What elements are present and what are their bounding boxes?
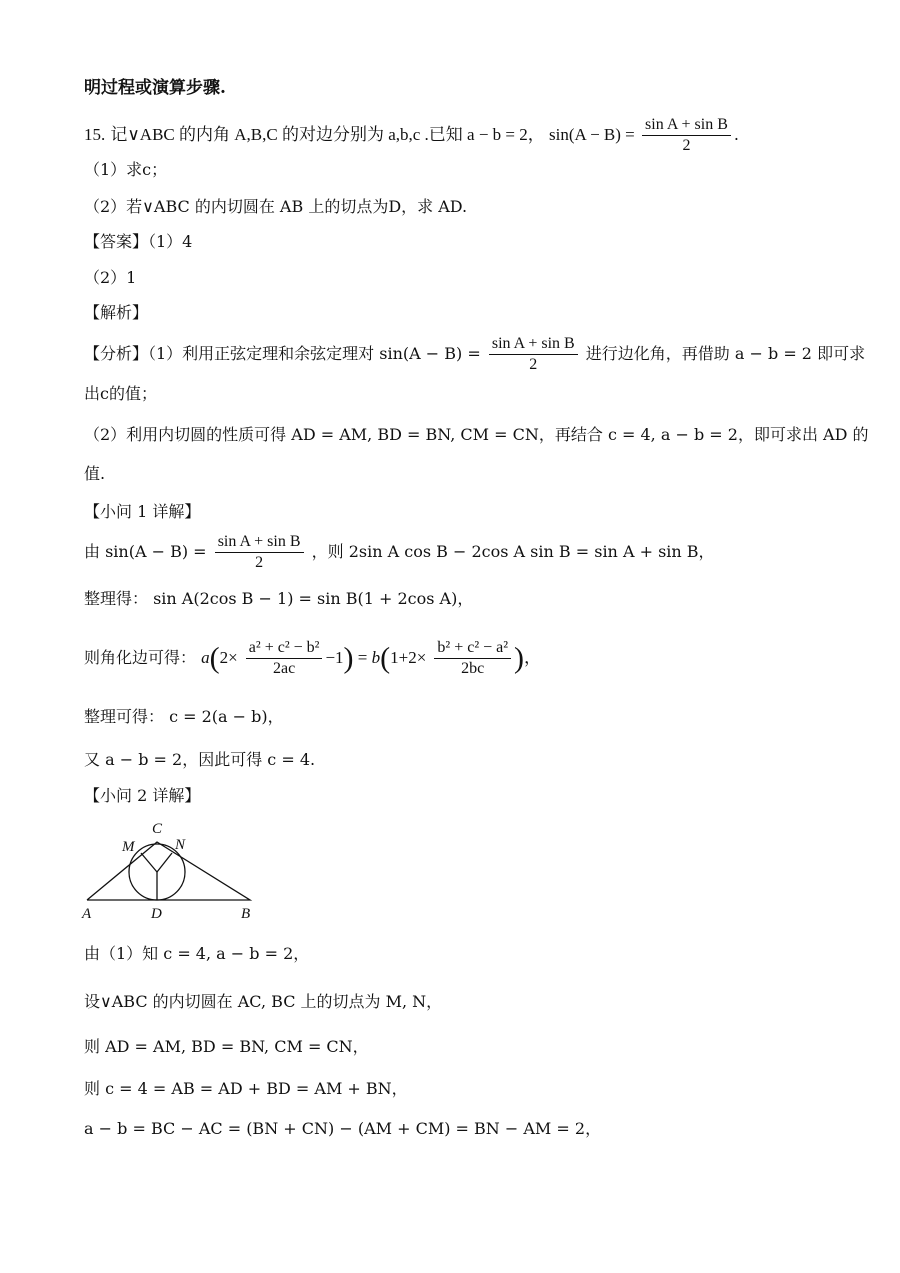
sub1-step1-prefix: 由 sin(A − B) = bbox=[84, 542, 212, 561]
fraction-denominator: 2 bbox=[255, 554, 264, 571]
analysis-label: 【解析】 bbox=[84, 303, 149, 322]
question-2: （2）若∨ABC 的内切圆在 AB 上的切点为D，求 AD. bbox=[84, 197, 468, 216]
radius-lines bbox=[141, 853, 172, 900]
problem-stem-text: 记∨ABC 的内角 A,B,C 的对边分别为 a,b,c .已知 a − b = 2， sin(A − B) = bbox=[110, 125, 640, 144]
sub1-step2: 整理得： sin A(2cos B − 1) = sin B(1 + 2cos A)， bbox=[84, 589, 474, 608]
fraction-denominator: 2ac bbox=[273, 660, 296, 677]
sub1-heading: 【小问 1 详解】 bbox=[84, 502, 201, 521]
analysis-line1-suffix: 进行边化角，再借助 a − b = 2 即可求 bbox=[585, 344, 866, 363]
sub1-step1-suffix: ，则 2sin A cos B − 2cos A sin B = sin A + sin B， bbox=[311, 542, 715, 561]
sub1-step1 bbox=[84, 532, 715, 573]
fraction-numerator: b² + c² − a² bbox=[434, 638, 511, 659]
problem-stem: 15. 记∨ABC 的内角 A,B,C 的对边分别为 a,b,c .已知 a − b = 2， sin(A − B) = $\frac{\text{sin A + sin B}}{2}$ . bbox=[84, 116, 739, 154]
question-1: （1）求c； bbox=[84, 160, 168, 179]
sub2-step1: 由（1）知 c = 4, a − b = 2， bbox=[84, 944, 310, 963]
fraction-numerator: a² + c² − b² bbox=[246, 638, 323, 659]
sub1-step3-fraction2 bbox=[434, 638, 511, 679]
sub2-step2: 设∨ABC 的内切圆在 AC, BC 上的切点为 M, N， bbox=[84, 992, 443, 1011]
triangle-abc bbox=[87, 842, 250, 900]
sub2-step5: a − b = BC − AC = (BN + CN) − (AM + CM) = BN − AM = 2， bbox=[84, 1119, 602, 1138]
label-B: B bbox=[241, 906, 251, 922]
fraction-numerator: sin A + sin B bbox=[489, 334, 578, 355]
fraction-denominator: 2 bbox=[529, 356, 538, 373]
sub1-step4: 整理可得： c = 2(a − b)， bbox=[84, 707, 284, 726]
label-A: A bbox=[82, 906, 92, 922]
sub1-step3-fraction1 bbox=[246, 638, 323, 679]
analysis-line1 bbox=[84, 334, 865, 375]
sub1-fraction bbox=[215, 532, 304, 573]
label-M: M bbox=[122, 839, 135, 855]
label-C: C bbox=[152, 821, 163, 837]
problem-fraction bbox=[642, 115, 731, 156]
answer-part2: （2）1 bbox=[84, 268, 137, 287]
label-D: D bbox=[151, 906, 162, 922]
sub1-step3: 则角化边可得： a(2× $\frac{\text{a² + c² − b²}}{2ac}$ −1) = b(1+2× $\frac{\text{b² + c² − a²}}{2bc}$ )， bbox=[84, 639, 542, 677]
fraction-denominator: 2bc bbox=[461, 660, 485, 677]
header-text: 明过程或演算步骤. bbox=[84, 78, 226, 98]
sub2-step4: 则 c = 4 = AB = AD + BD = AM + BN， bbox=[84, 1079, 408, 1098]
sub1-step5: 又 a − b = 2，因此可得 c = 4. bbox=[84, 750, 316, 769]
sub2-heading: 【小问 2 详解】 bbox=[84, 786, 201, 805]
analysis-line4: 值. bbox=[84, 464, 106, 483]
answer-label: 【答案】（1）4 bbox=[84, 232, 193, 251]
analysis-line2: 出c的值； bbox=[84, 384, 157, 403]
fraction-numerator: sin A + sin B bbox=[215, 532, 304, 553]
analysis-line1-prefix: 【分析】（1）利用正弦定理和余弦定理对 sin(A − B) = bbox=[84, 344, 486, 363]
problem-number: 15. bbox=[84, 125, 106, 144]
sub2-step3: 则 AD = AM, BD = BN, CM = CN， bbox=[84, 1037, 369, 1056]
fraction-numerator: sin A + sin B bbox=[642, 115, 731, 136]
fraction-denominator: 2 bbox=[682, 137, 691, 154]
analysis-line3: （2）利用内切圆的性质可得 AD = AM, BD = BN, CM = CN，再结合 c = 4, a − b = 2，即可求出 AD 的 bbox=[84, 425, 869, 444]
analysis-fraction bbox=[489, 334, 578, 375]
incircle-diagram bbox=[78, 812, 268, 924]
sub1-step3-prefix: 则角化边可得： bbox=[84, 648, 197, 667]
label-N: N bbox=[175, 837, 186, 853]
